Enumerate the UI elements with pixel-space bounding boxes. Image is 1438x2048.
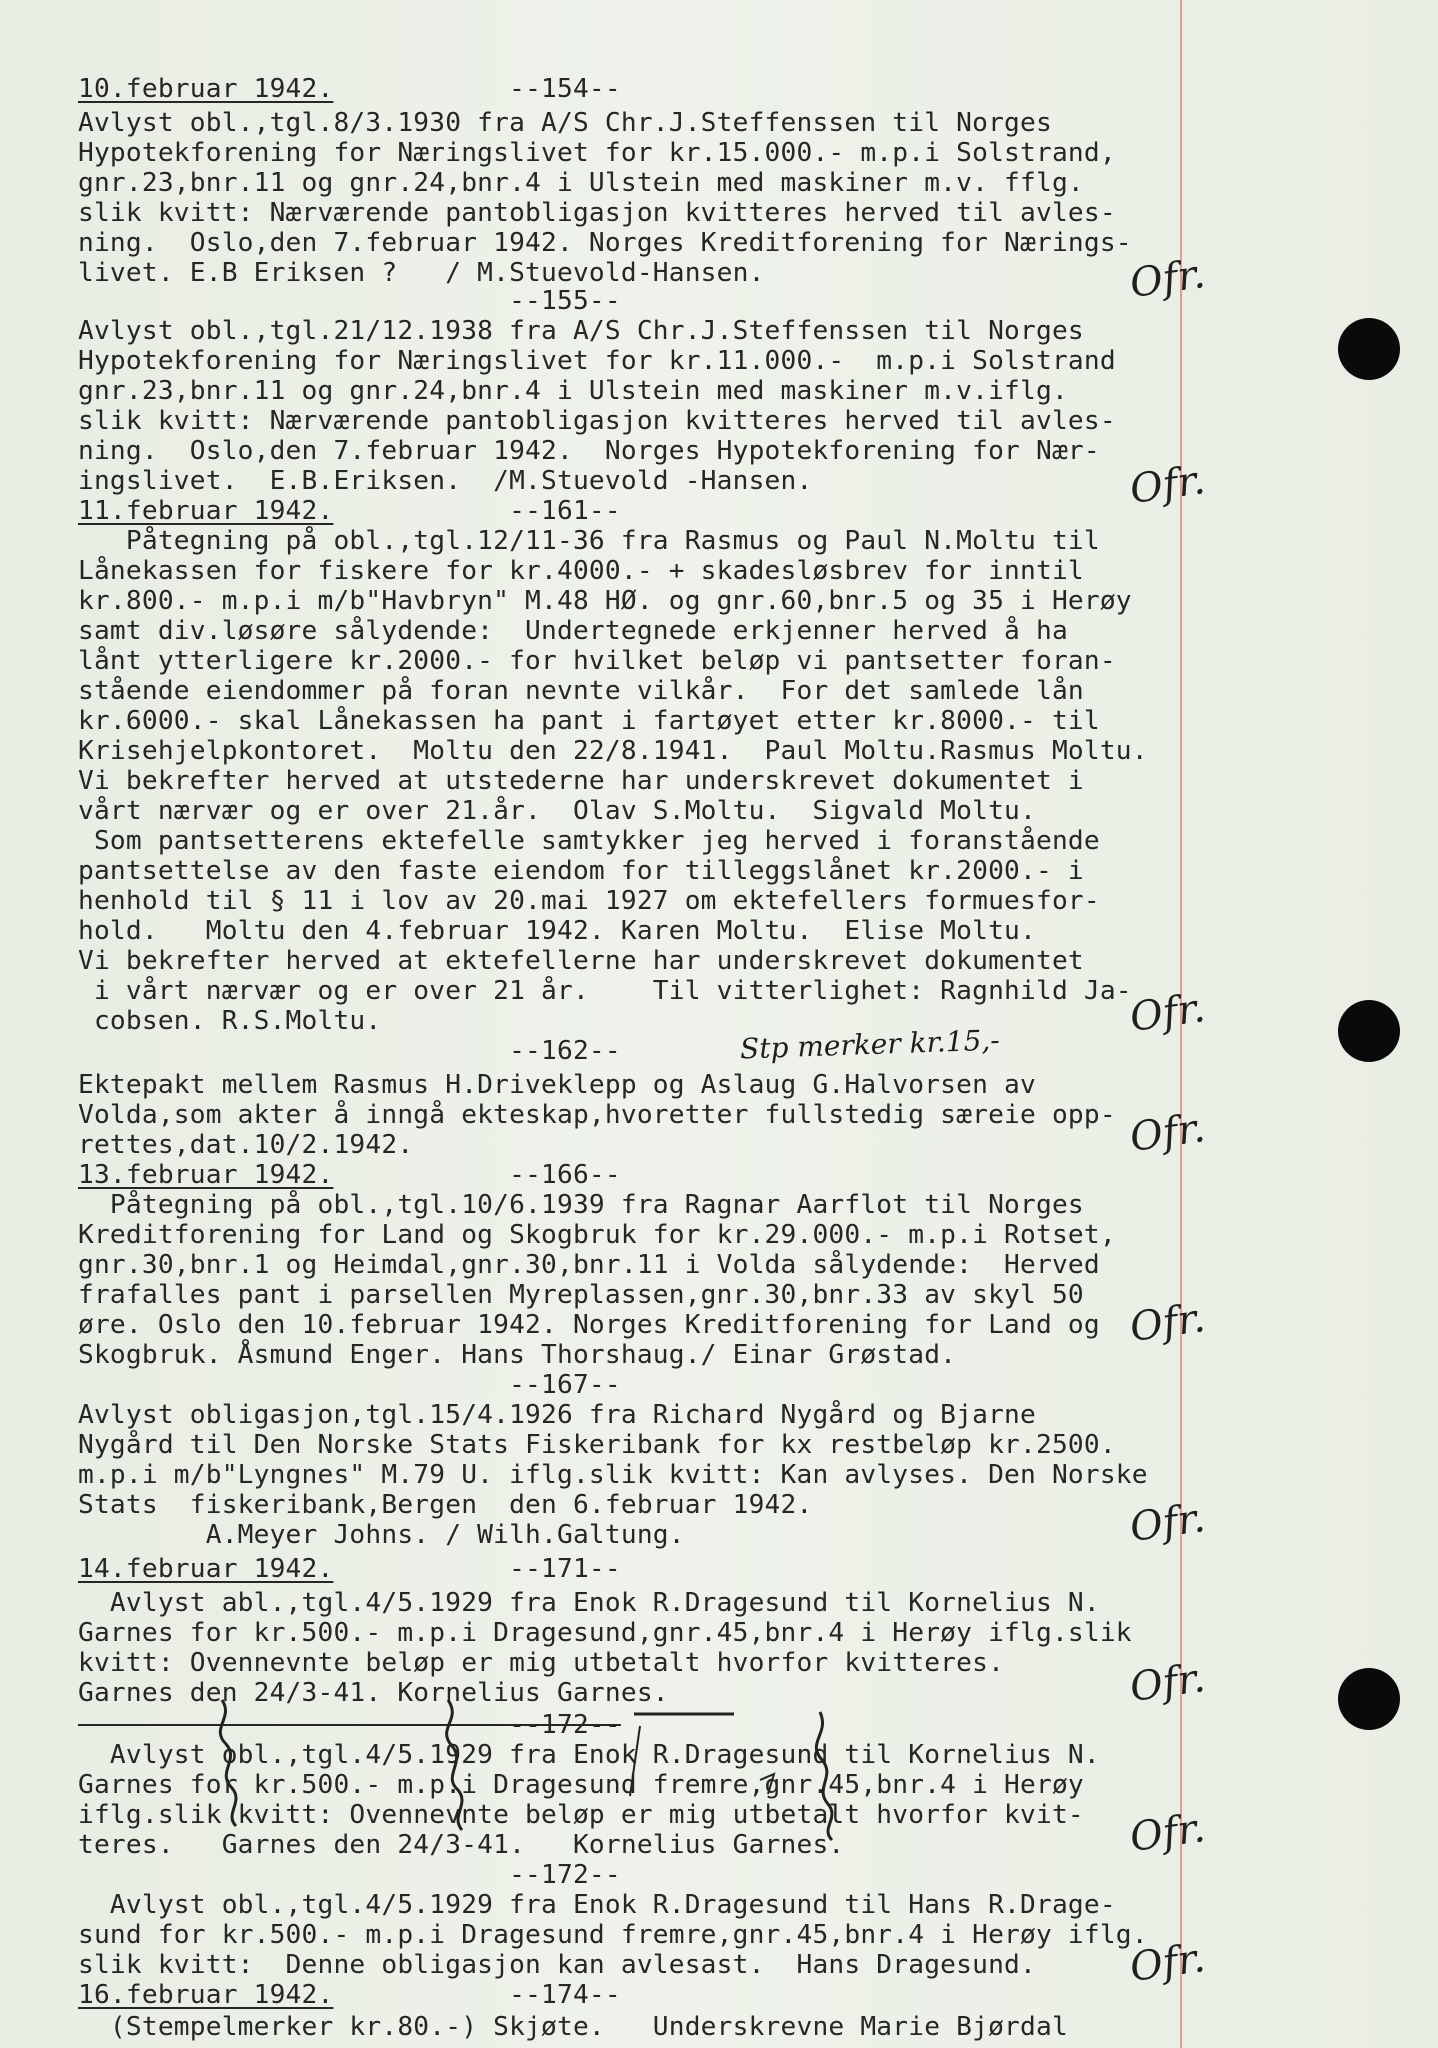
text-line: Krisehjelpkontoret. Moltu den 22/8.1941. Paul Moltu.Rasmus Moltu.: [78, 736, 1148, 766]
text-line: Hypotekforening for Næringslivet for kr.11.000.- m.p.i Solstrand: [78, 346, 1116, 376]
text-line: Påtegning på obl.,tgl.10/6.1939 fra Ragnar Aarflot til Norges: [78, 1190, 1084, 1220]
text-line: 13.februar 1942. --166--: [78, 1160, 621, 1190]
text-line: slik kvitt: Nærværende pantobligasjon kvitteres herved til avles-: [78, 198, 1116, 228]
text-line: gnr.23,bnr.11 og gnr.24,bnr.4 i Ulstein med maskiner m.v.iflg.: [78, 376, 1068, 406]
text-line: ingslivet. E.B.Eriksen. /M.Stuevold -Hansen.: [78, 466, 813, 496]
text-line: pantsettelse av den faste eiendom for tilleggslånet kr.2000.- i: [78, 856, 1084, 886]
entry-date: 14.februar 1942.: [78, 1554, 334, 1584]
text-line: --167--: [78, 1370, 621, 1400]
text-line: A.Meyer Johns. / Wilh.Galtung.: [78, 1520, 685, 1550]
text-line: --172--: [78, 1860, 621, 1890]
text-line: kvitt: Ovennevnte beløp er mig utbetalt hvorfor kvitteres.: [78, 1648, 1005, 1678]
entry-date: 13.februar 1942.: [78, 1160, 334, 1190]
text-line: teres. Garnes den 24/3-41. Kornelius Garnes.: [78, 1830, 845, 1860]
text-line: gnr.23,bnr.11 og gnr.24,bnr.4 i Ulstein med maskiner m.v. fflg.: [78, 168, 1084, 198]
text-line: Avlyst obl.,tgl.21/12.1938 fra A/S Chr.J.Steffenssen til Norges: [78, 316, 1084, 346]
text-line: 16.februar 1942. --174--: [78, 1980, 621, 2010]
text-line: gnr.30,bnr.1 og Heimdal,gnr.30,bnr.11 i Volda sålydende: Herved: [78, 1250, 1100, 1280]
text-line: --172--: [78, 1710, 621, 1740]
text-line: rettes,dat.10/2.1942.: [78, 1130, 414, 1160]
text-line: frafalles pant i parsellen Myreplassen,gnr.30,bnr.33 av skyl 50: [78, 1280, 1084, 1310]
initial-mark: Ofr.: [1127, 1495, 1208, 1551]
text-line: (Stempelmerker kr.80.-) Skjøte. Underskrevne Marie Bjørdal: [78, 2012, 1068, 2042]
text-line: Hypotekforening for Næringslivet for kr.15.000.- m.p.i Solstrand,: [78, 138, 1116, 168]
initial-mark: Ofr.: [1127, 1805, 1208, 1861]
text-line: Stats fiskeribank,Bergen den 6.februar 1942.: [78, 1490, 813, 1520]
text-line: sund for kr.500.- m.p.i Dragesund fremre,gnr.45,bnr.4 i Herøy iflg.: [78, 1920, 1148, 1950]
text-line: Avlyst obl.,tgl.8/3.1930 fra A/S Chr.J.Steffenssen til Norges: [78, 108, 1052, 138]
text-line: Lånekassen for fiskere for kr.4000.- + skadesløsbrev for inntil: [78, 556, 1084, 586]
text-line: kr.6000.- skal Lånekassen ha pant i fartøyet etter kr.8000.- til: [78, 706, 1100, 736]
text-line: slik kvitt: Nærværende pantobligasjon kvitteres herved til avles-: [78, 406, 1116, 436]
initial-mark: Ofr.: [1127, 457, 1208, 513]
entry-date: 16.februar 1942.: [78, 1980, 334, 2010]
initial-mark: Ofr.: [1127, 985, 1208, 1041]
text-line: stående eiendommer på foran nevnte vilkår. For det samlede lån: [78, 676, 1084, 706]
text-line: iflg.slik kvitt: Ovennevnte beløp er mig utbetalt hvorfor kvit-: [78, 1800, 1084, 1830]
text-line: Garnes for kr.500.- m.p.i Dragesund fremre,gnr.45,bnr.4 i Herøy: [78, 1770, 1084, 1800]
text-line: Volda,som akter å inngå ekteskap,hvoretter fullstedig særeie opp-: [78, 1100, 1116, 1130]
text-line: kr.800.- m.p.i m/b"Havbryn" M.48 HØ. og gnr.60,bnr.5 og 35 i Herøy: [78, 586, 1132, 616]
text-line: --155--: [78, 286, 621, 316]
initial-mark: Ofr.: [1127, 251, 1208, 307]
text-line: Avlyst obligasjon,tgl.15/4.1926 fra Richard Nygård og Bjarne: [78, 1400, 1036, 1430]
text-line: Garnes for kr.500.- m.p.i Dragesund,gnr.45,bnr.4 i Herøy iflg.slik: [78, 1618, 1132, 1648]
text-line: m.p.i m/b"Lyngnes" M.79 U. iflg.slik kvitt: Kan avlyses. Den Norske: [78, 1460, 1148, 1490]
initial-mark: Ofr.: [1127, 1105, 1208, 1161]
text-line: hold. Moltu den 4.februar 1942. Karen Moltu. Elise Moltu.: [78, 916, 1036, 946]
text-line: slik kvitt: Denne obligasjon kan avlesast. Hans Dragesund.: [78, 1950, 1036, 1980]
text-line: ning. Oslo,den 7.februar 1942. Norges Kreditforening for Nærings-: [78, 228, 1132, 258]
text-line: Nygård til Den Norske Stats Fiskeribank for kx restbeløp kr.2500.: [78, 1430, 1116, 1460]
text-line: livet. E.B Eriksen ? / M.Stuevold-Hansen.: [78, 258, 765, 288]
text-line: Vi bekrefter herved at ektefellerne har underskrevet dokumentet: [78, 946, 1084, 976]
text-line: Påtegning på obl.,tgl.12/11-36 fra Rasmus og Paul N.Moltu til: [78, 526, 1100, 556]
initial-mark: Ofr.: [1127, 1655, 1208, 1711]
text-line: 11.februar 1942. --161--: [78, 496, 621, 526]
text-line: Garnes den 24/3-41. Kornelius Garnes.: [78, 1678, 669, 1708]
text-line: Kreditforening for Land og Skogbruk for kr.29.000.- m.p.i Rotset,: [78, 1220, 1116, 1250]
text-line: cobsen. R.S.Moltu.: [78, 1006, 382, 1036]
text-line: Avlyst obl.,tgl.4/5.1929 fra Enok R.Dragesund til Hans R.Drage-: [78, 1890, 1116, 1920]
text-line: samt div.løsøre sålydende: Undertegnede erkjenner herved å ha: [78, 616, 1068, 646]
text-line: henhold til § 11 i lov av 20.mai 1927 om ektefellers formuesfor-: [78, 886, 1100, 916]
text-line: ning. Oslo,den 7.februar 1942. Norges Hypotekforening for Nær-: [78, 436, 1100, 466]
initial-mark: Ofr.: [1127, 1935, 1208, 1991]
handwritten-stamp-note: Stp merker kr.15,-: [739, 1023, 1001, 1066]
text-line: Avlyst abl.,tgl.4/5.1929 fra Enok R.Dragesund til Kornelius N.: [78, 1588, 1100, 1618]
initial-mark: Ofr.: [1127, 1295, 1208, 1351]
entry-date: 11.februar 1942.: [78, 496, 334, 526]
text-line: Vi bekrefter herved at utstederne har underskrevet dokumentet i: [78, 766, 1084, 796]
text-line: Skogbruk. Åsmund Enger. Hans Thorshaug./ Einar Grøstad.: [78, 1340, 957, 1370]
text-line: i vårt nærvær og er over 21 år. Til vitterlighet: Ragnhild Ja-: [78, 976, 1132, 1006]
text-line: Som pantsetterens ektefelle samtykker jeg herved i foranstående: [78, 826, 1100, 856]
text-line: Avlyst obl.,tgl.4/5.1929 fra Enok R.Dragesund til Kornelius N.: [78, 1740, 1100, 1770]
text-line: lånt ytterligere kr.2000.- for hvilket beløp vi pantsetter foran-: [78, 646, 1116, 676]
text-line: øre. Oslo den 10.februar 1942. Norges Kreditforening for Land og: [78, 1310, 1100, 1340]
entry-date: 10.februar 1942.: [78, 74, 334, 104]
text-line: Ektepakt mellem Rasmus H.Driveklepp og Aslaug G.Halvorsen av: [78, 1070, 1036, 1100]
text-line: 14.februar 1942. --171--: [78, 1554, 621, 1584]
text-line: vårt nærvær og er over 21.år. Olav S.Moltu. Sigvald Moltu.: [78, 796, 1036, 826]
text-line: --162--: [78, 1036, 621, 1066]
text-line: 10.februar 1942. --154--: [78, 74, 621, 104]
